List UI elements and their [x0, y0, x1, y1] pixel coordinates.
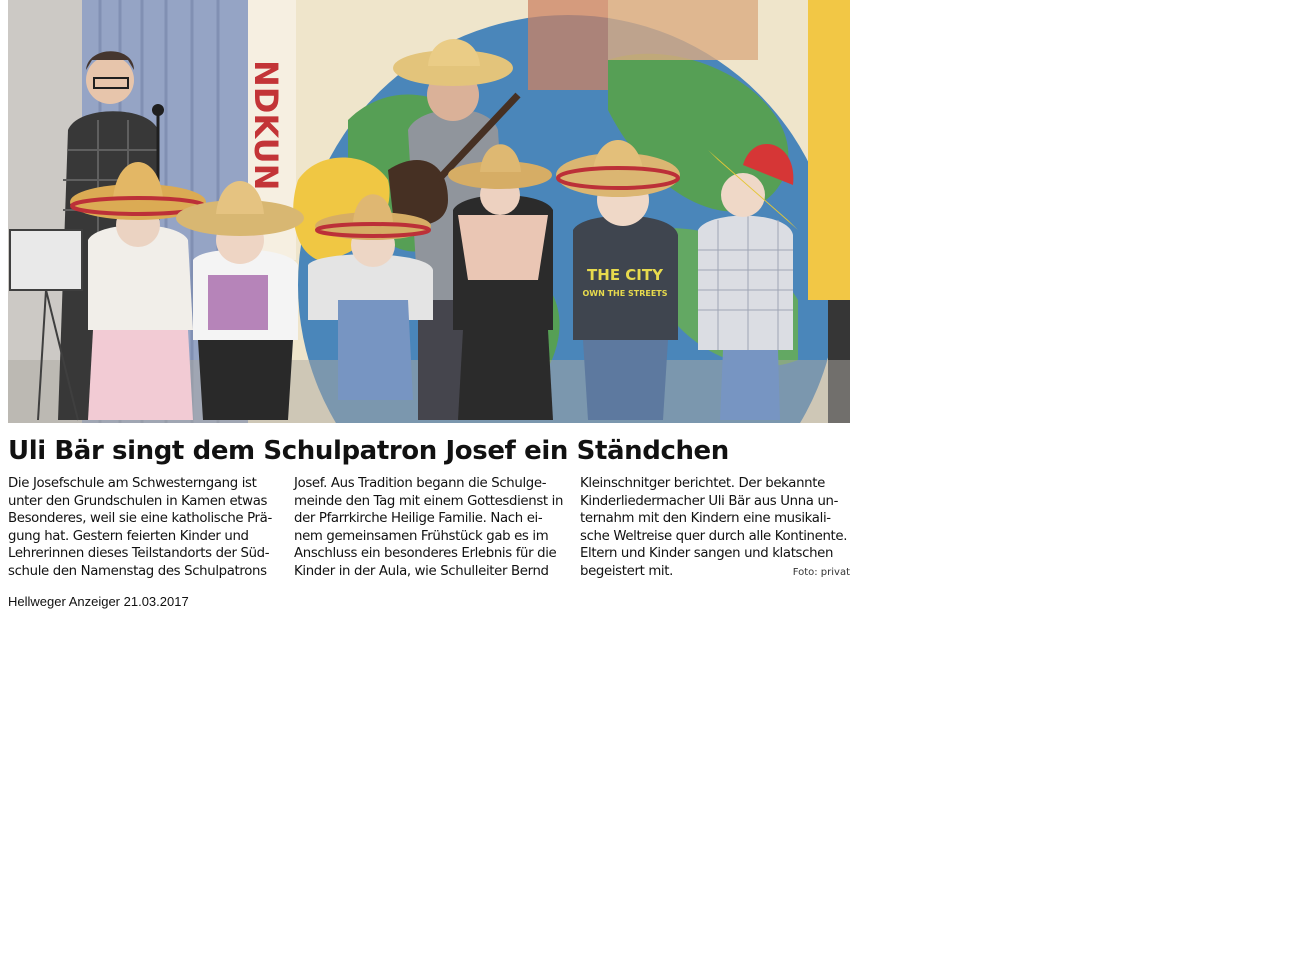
text-line: Kinderliedermacher Uli Bär aus Unna un- [580, 493, 839, 509]
text-line: ternahm mit den Kindern eine musikali- [580, 511, 831, 527]
backdrop-lettering: NDKUN [247, 60, 285, 191]
source-citation: Hellweger Anzeiger 21.03.2017 [8, 594, 189, 609]
text-line: Josef. Aus Tradition begann die Schulge- [294, 476, 547, 491]
article-headline: Uli Bär singt dem Schulpatron Josef ein Ständchen [8, 436, 729, 466]
text-line: schule den Namenstag des Schulpatrons [8, 563, 267, 579]
shirt-print: THE CITY [587, 266, 663, 284]
article-photo [8, 0, 850, 423]
text-line: meinde den Tag mit einem Gottesdienst in [294, 493, 564, 509]
text-line: Kleinschnitger berichtet. Der bekannte [580, 476, 825, 491]
text-line: nem gemeinsamen Frühstück gab es im [294, 528, 549, 544]
article-column-1 [8, 475, 278, 583]
photo-scene [8, 0, 850, 423]
text-line: Besonderes, weil sie eine katholische Prä- [8, 511, 272, 527]
text-line: gung hat. Gestern feierten Kinder und [8, 528, 249, 544]
text-line: Lehrerinnen dieses Teilstandorts der Süd- [8, 546, 270, 562]
text-line: Eltern und Kinder sangen und klatschen [580, 546, 834, 562]
text-line: Kinder in der Aula, wie Schulleiter Bernd [294, 563, 549, 579]
text-line: begeistert mit. [580, 563, 674, 579]
photo-credit: Foto: privat [792, 567, 850, 578]
text-line: Die Josefschule am Schwesterngang ist [8, 476, 257, 491]
text-line: unter den Grundschulen in Kamen etwas [8, 493, 268, 509]
shirt-print-sub: OWN THE STREETS [582, 289, 668, 298]
text-line: der Pfarrkirche Heilige Familie. Nach ei- [294, 511, 543, 527]
text-line: Anschluss ein besonderes Erlebnis für die [294, 546, 557, 562]
text-line: sche Weltreise quer durch alle Kontinente. [580, 528, 848, 544]
article-column-2 [294, 475, 564, 583]
